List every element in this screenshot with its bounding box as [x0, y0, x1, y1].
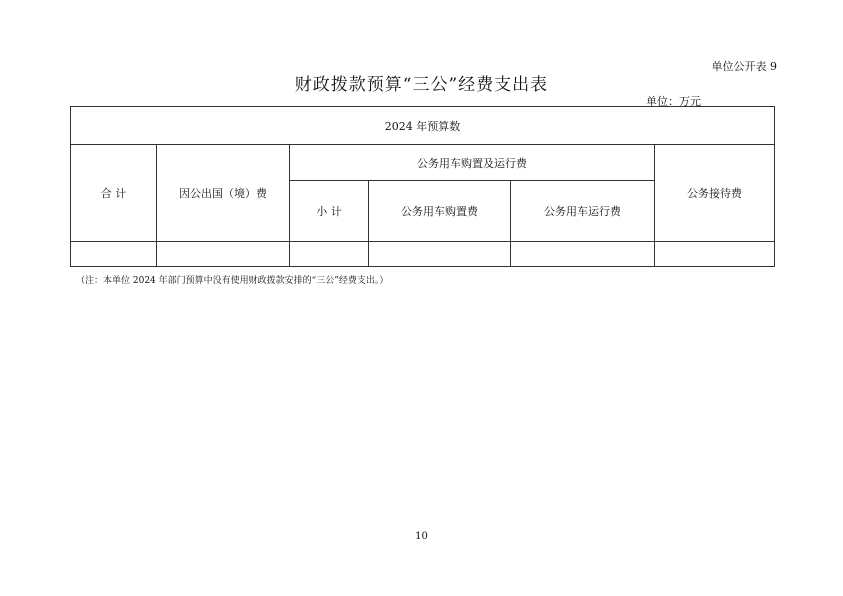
col-total-label: 合 计	[100, 187, 127, 200]
col-reception-header: 公务接待费	[655, 145, 775, 242]
table-cell-abroad	[157, 242, 290, 267]
table-header-row-group	[71, 145, 775, 181]
page-title: 财政拨款预算“三公”经费支出表	[294, 75, 549, 95]
col-vehicle-purchase-header: 公务用车购置费	[369, 181, 511, 242]
unit-label: 单位：万元	[646, 95, 701, 108]
table-cell-reception	[655, 242, 775, 267]
table-cell-total	[71, 242, 157, 267]
year-header: 2024 年预算数	[71, 107, 775, 145]
form-number: 单位公开表 9	[711, 60, 777, 73]
col-vehicle-group-header: 公务用车购置及运行费	[290, 145, 655, 181]
col-total-header	[71, 145, 157, 242]
budget-table	[70, 106, 775, 267]
col-vehicle-operation-header: 公务用车运行费	[511, 181, 655, 242]
col-abroad-header: 因公出国（境）费	[157, 145, 290, 242]
table-header-row-year	[71, 107, 775, 145]
col-subtotal-header: 小 计	[290, 181, 369, 242]
table-cell-subtotal	[290, 242, 369, 267]
table-row	[71, 242, 775, 267]
footnote: （注：本单位 2024 年部门预算中没有使用财政拨款安排的“三公”经费支出。）	[76, 276, 389, 286]
table-cell-vehicle-operation	[511, 242, 655, 267]
page-number: 10	[415, 531, 428, 542]
table-cell-vehicle-purchase	[369, 242, 511, 267]
